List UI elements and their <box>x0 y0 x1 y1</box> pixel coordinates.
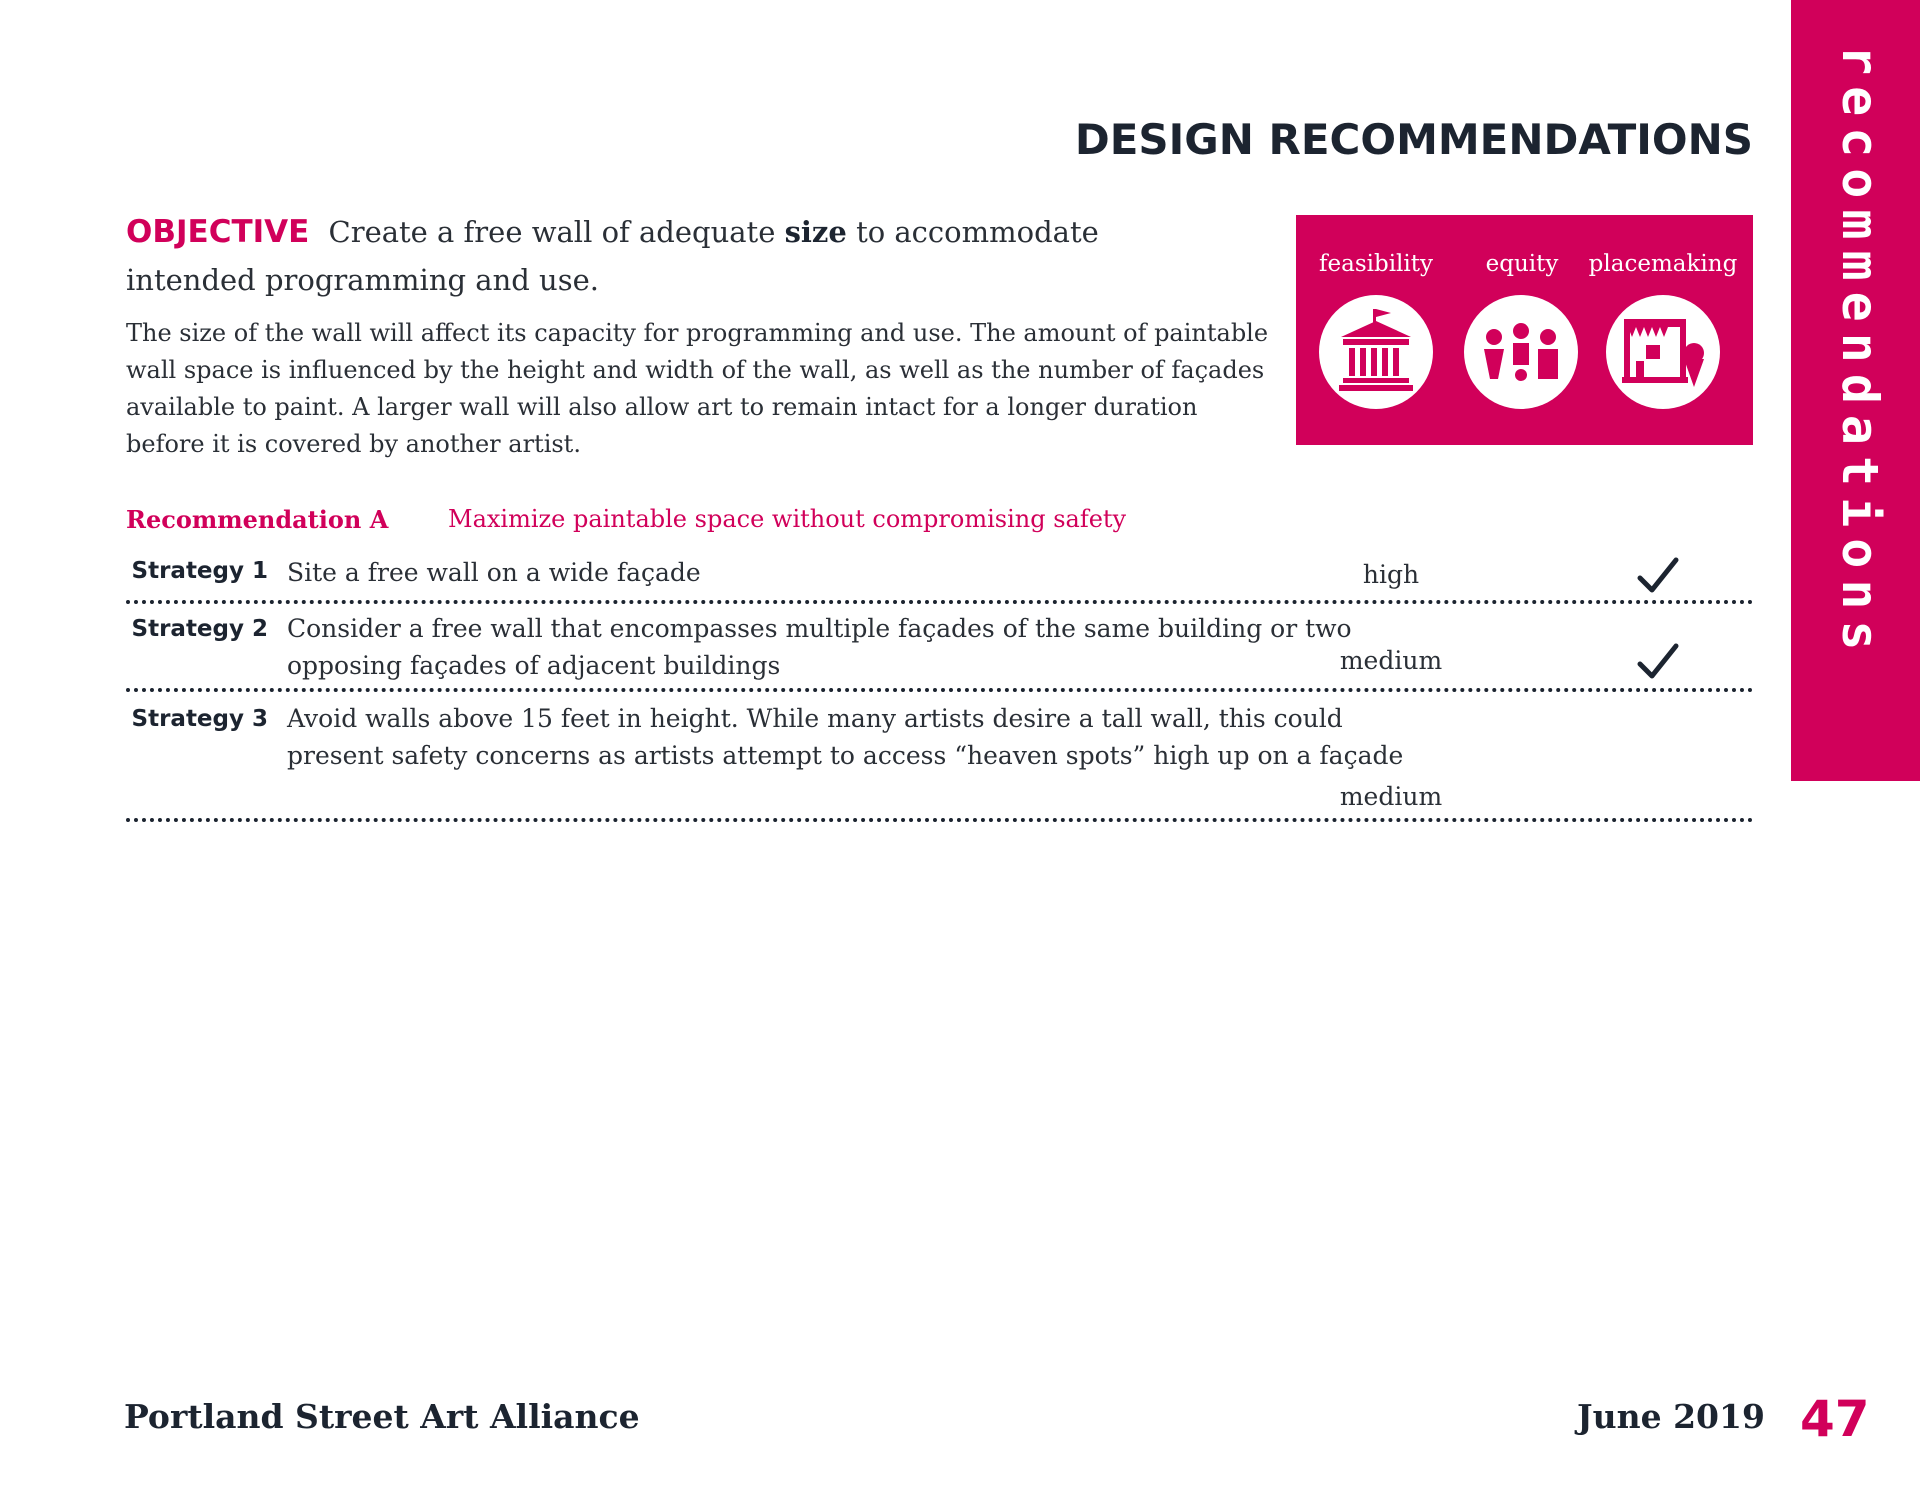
check-icon <box>1636 556 1680 596</box>
table-row-strategy-1 <box>126 552 1754 604</box>
value-label-equity: equity <box>1485 251 1559 277</box>
strategy-level: high <box>1362 560 1420 589</box>
strategy-text: Avoid walls above 15 feet in height. While many artists desire a tall wall, this could present safety concerns as artists attempt to access “heaven spots” high up on a façade <box>287 704 1404 770</box>
intro-paragraph: The size of the wall will affect its capacity for programming and use. The amount of paintable wall space is influenced by the height and width of the wall, as well as the number of façades available to paint. A larger wall will also allow art to remain intact for a longer duration before it is covered by another artist. <box>126 319 1269 458</box>
side-tab-label: recommendations <box>1831 45 1889 662</box>
building-icon <box>1319 295 1433 409</box>
objective-text-before: Create a free wall of adequate <box>328 215 776 249</box>
footer-organization: Portland Street Art Alliance <box>124 1397 640 1436</box>
page-number: 47 <box>1800 1390 1870 1448</box>
objective-label: OBJECTIVE <box>126 214 310 250</box>
section-title: DESIGN RECOMMENDATIONS <box>1074 115 1753 164</box>
recommendation-text: Maximize paintable space without compromising safety <box>448 505 1127 533</box>
strategy-level: medium <box>1339 782 1443 811</box>
table-row-strategy-2 <box>126 604 1754 692</box>
recommendation-label: Recommendation A <box>126 505 389 534</box>
values-box <box>1296 215 1753 445</box>
strategy-text: Consider a free wall that encompasses multiple façades of the same building or two opposing façades of adjacent buildings <box>287 614 1352 680</box>
side-tab <box>1791 0 1920 781</box>
table-row-strategy-3 <box>126 692 1754 822</box>
strategy-label: Strategy 2 <box>131 616 268 642</box>
strategy-level: medium <box>1339 646 1443 675</box>
footer-date: June 2019 <box>1577 1397 1765 1436</box>
objective-emphasis: size <box>784 215 847 249</box>
objective-text-after: to accommodate intended programming and use. <box>126 215 1099 297</box>
objective <box>126 208 1216 304</box>
check-icon <box>1636 642 1680 682</box>
strategy-label: Strategy 3 <box>131 706 268 732</box>
recommendation-header <box>126 505 1127 534</box>
strategy-text: Site a free wall on a wide façade <box>287 558 701 587</box>
value-label-feasibility: feasibility <box>1318 251 1434 277</box>
people-icon <box>1464 295 1578 409</box>
strategy-label: Strategy 1 <box>131 558 268 584</box>
value-label-placemaking: placemaking <box>1588 251 1738 277</box>
storefront-icon <box>1606 295 1720 409</box>
